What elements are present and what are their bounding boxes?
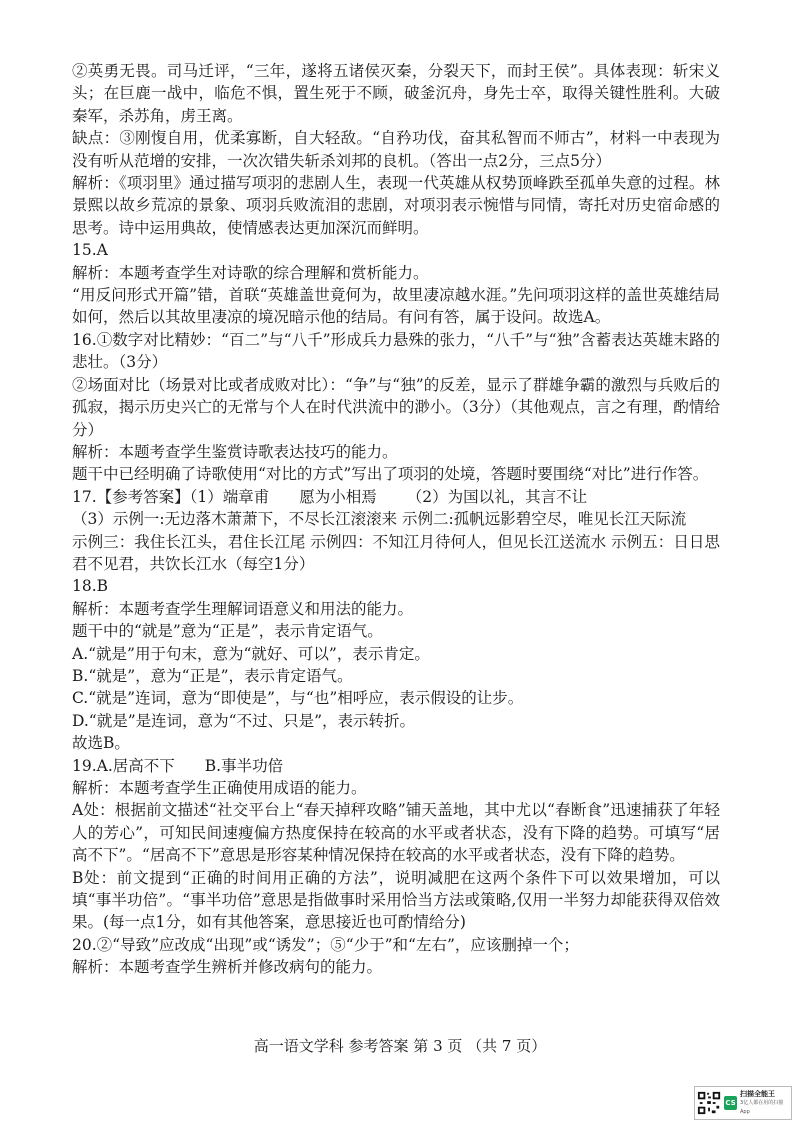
- text-line: 缺点：③刚愎自用，优柔寡断，自大轻敌。“自矜功伐，奋其私智而不师古”，材料一中表现为没有听从范增的安排，一次次错失斩杀刘邦的良机。（答出一点2分，三点5分）: [72, 129, 720, 170]
- text-line: “用反问形式开篇”错，首联“英雄盖世竟何为，故里凄凉越水涯。”先问项羽这样的盖世英雄结局如何，然后以其故里凄凉的境况暗示他的结局。有问有答，属于设问。故选A。: [72, 286, 720, 327]
- text-line: A.“就是”用于句末，意为“就好、可以”，表示肯定。: [72, 644, 430, 663]
- text-line: 题干中已经明确了诗歌使用“对比的方式”写出了项羽的处境，答题时要围绕“对比”进行作答。: [72, 465, 709, 484]
- page-footer: 高一语文学科 参考答案 第 3 页 （共 7 页）: [253, 1037, 547, 1055]
- text-line: B处：前文提到“正确的时间用正确的方法”，说明减肥在这两个条件下可以效果增加，可以填“事半功倍”。“事半功倍”意思是指做事时采用恰当方法或策略,仅用一半努力却能获得双倍效果。(每一点1分，如有其他答案，意思接近也可酌情给分): [72, 868, 720, 932]
- answer-part: 19.A.居高不下: [72, 756, 175, 775]
- answer-part: 愿为小相焉: [299, 487, 377, 506]
- text-line: ②场面对比（场景对比或者成败对比）：“争”与“独”的反差，显示了群雄争霸的激烈与兵败后的孤寂，揭示历史兴亡的无常与个人在时代洪流中的渺小。（3分）（其他观点，言之有理，酌情给分）: [72, 375, 720, 439]
- text-line: 解析：本题考查学生辨析并修改病句的能力。: [72, 958, 383, 977]
- text-line: 解析：《项羽里》通过描写项羽的悲剧人生，表现一代英雄从权势顶峰跌至孤单失意的过程。林景熙以故乡荒凉的景象、项羽兵败流泪的悲剧，对项羽表示惋惜与同情，寄托对历史宿命感的思考。诗中运用典故，使情感表达更加深沉而鲜明。: [72, 174, 720, 237]
- answer-part: 17.【参考答案】（1）端章甫: [72, 487, 270, 506]
- scanner-badge: [694, 1086, 792, 1120]
- text-line: 解析：本题考查学生理解词语意义和用法的能力。: [72, 599, 414, 618]
- question-number: 15.A: [72, 241, 108, 260]
- text-line: 16.①数字对比精妙：“百二”与“八千”形成兵力悬殊的张力，“八千”与“独”含蓄表达英雄末路的悲壮。（3分）: [72, 330, 720, 372]
- text-line: A处：根据前文描述“社交平台上“春天掉秤攻略”铺天盖地，其中尤以“春断食”迅速捕获了年轻人的芳心”，可知民间速瘦偏方热度保持在较高的水平或者状态，没有下降的趋势。可填写“居高不下”。“居高不下”意思是形容某种情况保持在较高的水平或者状态，没有下降的趋势。: [72, 801, 720, 865]
- text-line: [72, 486, 720, 508]
- text-line: C.“就是”连词，意为“即使是”，与“也”相呼应，表示假设的让步。: [72, 689, 524, 708]
- text-line: 20.②“导致”应改成“出现”或“诱发”；⑤“少于”和“左右”，应该删掉一个；: [72, 935, 579, 954]
- text-line: 题干中的“就是”意为“正是”，表示肯定语气。: [72, 622, 383, 641]
- scanner-badge-text: [740, 1090, 789, 1117]
- question-number: 18.B: [72, 577, 109, 596]
- cs-logo-icon: CS: [724, 1096, 737, 1110]
- scanner-subtitle: 3亿人都在用的扫描App: [740, 1099, 784, 1115]
- text-line: 解析：本题考查学生正确使用成语的能力。: [72, 779, 367, 797]
- text-line: D.“就是”是连词，意为“不过、只是”，表示转折。: [72, 711, 415, 730]
- text-line: B.“就是”，意为“正是”，表示肯定语气。: [72, 666, 353, 685]
- scanner-title: 扫描全能王: [740, 1089, 776, 1098]
- text-line: （3）示例一:无边落木萧萧下，不尽长江滚滚来 示例二:孤帆远影碧空尽，唯见长江天际流: [72, 510, 687, 529]
- text-line: 解析：本题考查学生对诗歌的综合理解和赏析能力。: [72, 263, 429, 282]
- answer-key-content: [72, 60, 720, 979]
- text-line: 故选B。: [72, 734, 130, 753]
- answer-part: （2）为国以礼，其言不让: [406, 487, 588, 506]
- text-line: 示例三：我住长江头，君住长江尾 示例四：不知江月待何人，但见长江送流水 示例五：日日思君不见君，共饮长江水（每空1分）: [72, 532, 720, 573]
- text-line: 解析：本题考查学生鉴赏诗歌表达技巧的能力。: [72, 442, 398, 461]
- answer-part: B.事半功倍: [204, 756, 284, 775]
- qr-code-icon: [697, 1090, 721, 1116]
- text-line: [72, 755, 720, 777]
- text-line: ②英勇无畏。司马迁评，“三年，遂将五诸侯灭秦，分裂天下，而封王侯”。具体表现：斩宋义头；在巨鹿一战中，临危不惧，置生死于不顾，破釜沉舟，身先士卒，取得关键性胜利。大破秦军，杀苏角，虏王离。: [72, 62, 720, 125]
